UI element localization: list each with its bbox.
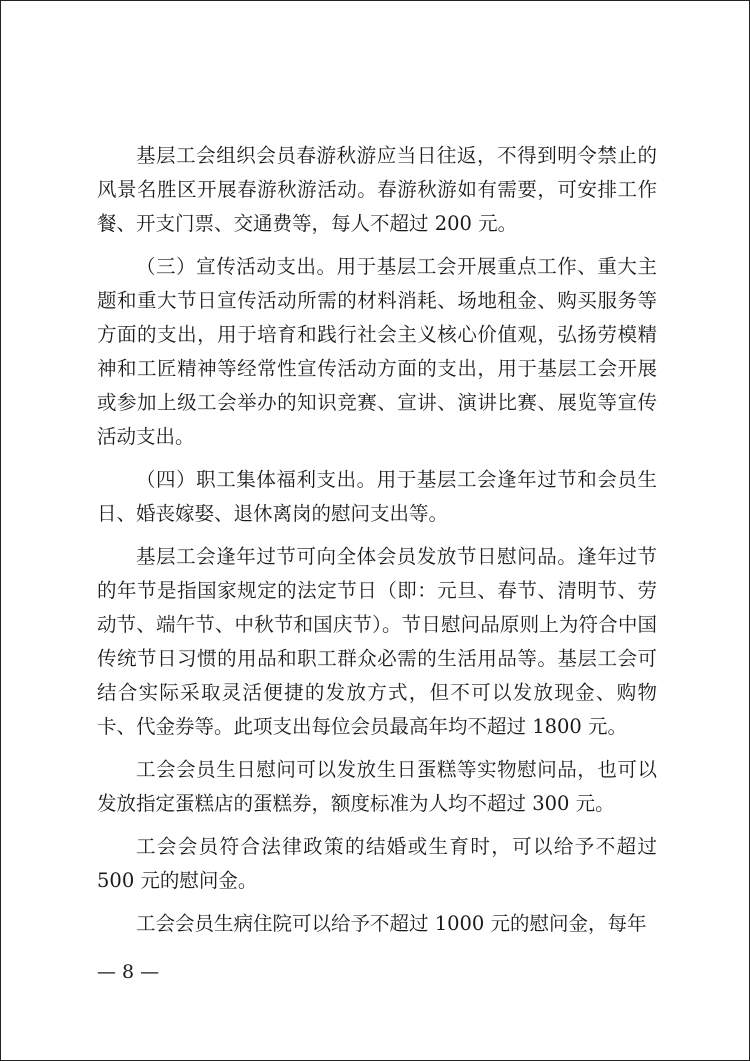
paragraph-collective-welfare: （四）职工集体福利支出。用于基层工会逢年过节和会员生日、婚丧嫁娶、退休离岗的慰问支出等。 bbox=[97, 468, 657, 525]
page-number: — 8 — bbox=[97, 961, 160, 983]
document-body bbox=[97, 139, 657, 950]
paragraph-birthday-condolence: 工会会员生日慰问可以发放生日蛋糕等实物慰问品，也可以发放指定蛋糕店的蛋糕券，额度标准为人均不超过 300 元。 bbox=[97, 758, 657, 815]
paragraph-hospitalization: 工会会员生病住院可以给予不超过 1000 元的慰问金，每年 bbox=[136, 912, 647, 935]
paragraph-spring-autumn-outing: 基层工会组织会员春游秋游应当日往返，不得到明令禁止的风景名胜区开展春游秋游活动。春游秋游如有需要，可安排工作餐、开支门票、交通费等，每人不超过 200 元。 bbox=[97, 144, 657, 235]
paragraph-holiday-gifts: 基层工会逢年过节可向全体会员发放节日慰问品。逢年过节的年节是指国家规定的法定节日（即：元旦、春节、清明节、劳动节、端午节、中秋节和国庆节）。节日慰问品原则上为符合中国传统节日习惯的用品和职工群众必需的生活用品等。基层工会可结合实际采取灵活便捷的发放方式，但不可以发放现金、购物卡、代金券等。此项支出每位会员最高年均不超过 1800 元。 bbox=[97, 545, 657, 738]
paragraph-publicity-expenditure: （三）宣传活动支出。用于基层工会开展重点工作、重大主题和重大节日宣传活动所需的材料消耗、场地租金、购买服务等方面的支出，用于培育和践行社会主义核心价值观，弘扬劳模精神和工匠精神等经常性宣传活动方面的支出，用于基层工会开展或参加上级工会举办的知识竞赛、宣讲、演讲比赛、展览等宣传活动支出。 bbox=[97, 255, 657, 448]
paragraph-marriage-birth: 工会会员符合法律政策的结婚或生育时，可以给予不超过 500 元的慰问金。 bbox=[97, 835, 657, 892]
